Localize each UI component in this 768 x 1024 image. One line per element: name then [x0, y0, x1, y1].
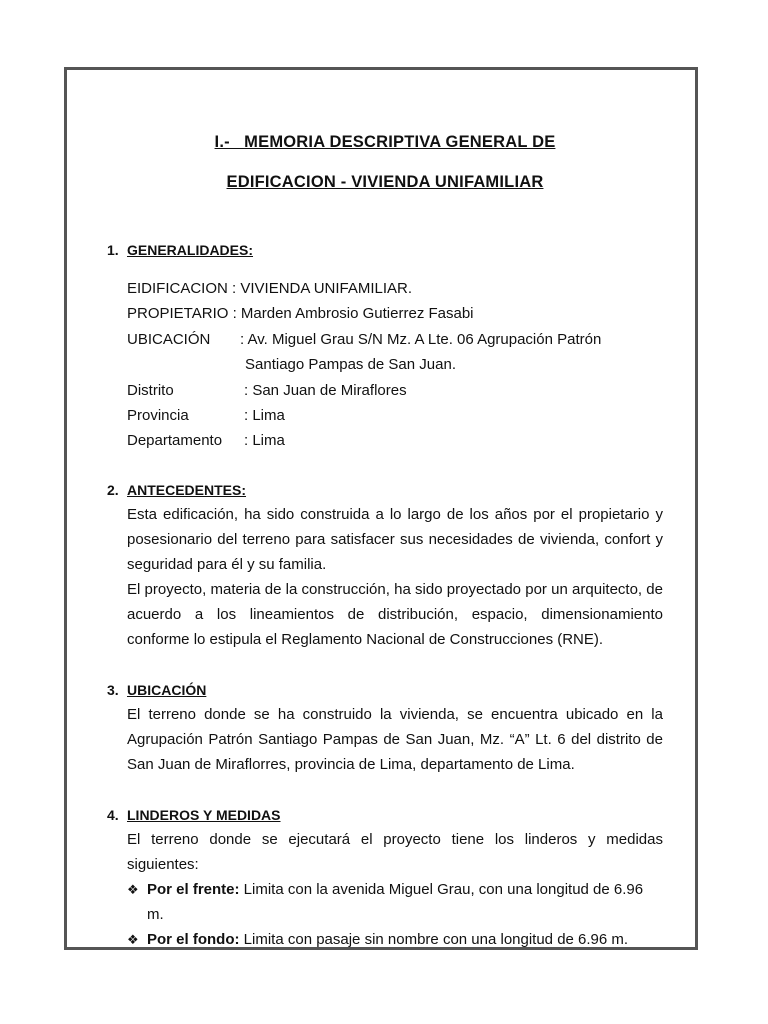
field-value: : Marden Ambrosio Gutierrez Fasabi [232, 305, 474, 323]
section-title: LINDEROS Y MEDIDAS [127, 806, 281, 823]
list-item [127, 927, 663, 952]
field-ubicacion [127, 327, 663, 352]
field-departamento [127, 428, 663, 453]
field-edificacion [127, 276, 663, 301]
field-provincia [127, 403, 663, 428]
field-value: : Lima [244, 432, 285, 450]
field-label: Departamento [127, 432, 223, 450]
field-propietario [127, 301, 663, 326]
field-label: Distrito [127, 381, 174, 399]
section-generalidades-heading [107, 238, 663, 262]
section-title: ANTECEDENTES: [127, 481, 247, 498]
field-value: : Lima [244, 407, 285, 425]
field-label: Provincia [127, 407, 189, 425]
section-linderos-heading [107, 803, 663, 827]
document-title-line1: I.- MEMORIA DESCRIPTIVA GENERAL DE [214, 133, 556, 151]
section-number: 3. [107, 681, 119, 698]
section-ubicacion-heading [107, 678, 663, 702]
section-title: UBICACIÓN [127, 681, 207, 698]
document-content [107, 130, 663, 952]
field-value: : VIVIENDA UNIFAMILIAR. [232, 280, 413, 297]
section-number: 1. [107, 242, 119, 258]
field-ubicacion-continued: Santiago Pampas de San Juan. [245, 356, 456, 374]
field-label: PROPIETARIO [127, 305, 229, 323]
field-label: EIDIFICACION [127, 280, 228, 297]
bullet-label: Por el fondo: [147, 930, 240, 948]
list-item [127, 877, 663, 927]
field-value: : San Juan de Miraflores [244, 381, 407, 399]
antecedentes-paragraph-2: El proyecto, materia de la construcción, ha sido proyectado por un arquitecto, de acuerdo a los lineamientos de distribución, espacio, dimensionamiento conforme lo estipula el Reglamento Nacional de Construcciones (RNE). [127, 580, 663, 648]
diamond-bullet-icon: ❖ [127, 931, 139, 947]
page-border [64, 67, 698, 950]
bullet-content [147, 877, 663, 927]
antecedentes-paragraph-1: Esta edificación, ha sido construida a lo largo de los años por el propietario y posesionario del terreno para satisfacer sus necesidades de vivienda, confort y seguridad para él y su familia. [127, 505, 663, 573]
generalidades-fields [107, 276, 663, 454]
field-value: : Av. Miguel Grau S/N Mz. A Lte. 06 Agrupación Patrón [240, 330, 602, 348]
bullet-text: Limita con pasaje sin nombre con una longitud de 6.96 m. [239, 930, 629, 948]
section-title: GENERALIDADES: [127, 242, 254, 258]
linderos-paragraph: El terreno donde se ejecutará el proyecto tiene los linderos y medidas siguientes: [127, 830, 663, 873]
bullet-text: Limita con la avenida Miguel Grau, con una longitud de 6.96 m. [146, 880, 644, 923]
field-label: UBICACIÓN [127, 330, 211, 348]
bullet-label: Por el frente: [146, 880, 240, 898]
ubicacion-paragraph: El terreno donde se ha construido la vivienda, se encuentra ubicado en la Agrupación Patrón Santiago Pampas de San Juan, Mz. “A” Lt. 6 del distrito de San Juan de Miraflorres, provincia de Lima, departamento de Lima. [127, 705, 663, 773]
section-antecedentes-heading [107, 478, 663, 502]
diamond-bullet-icon: ❖ [127, 881, 139, 897]
bullet-content [147, 927, 628, 952]
section-number: 2. [107, 481, 119, 498]
document-title-line2: EDIFICACION - VIVIENDA UNIFAMILIAR [226, 173, 544, 191]
section-number: 4. [107, 806, 119, 823]
linderos-bullet-list [107, 877, 663, 952]
field-distrito [127, 378, 663, 403]
